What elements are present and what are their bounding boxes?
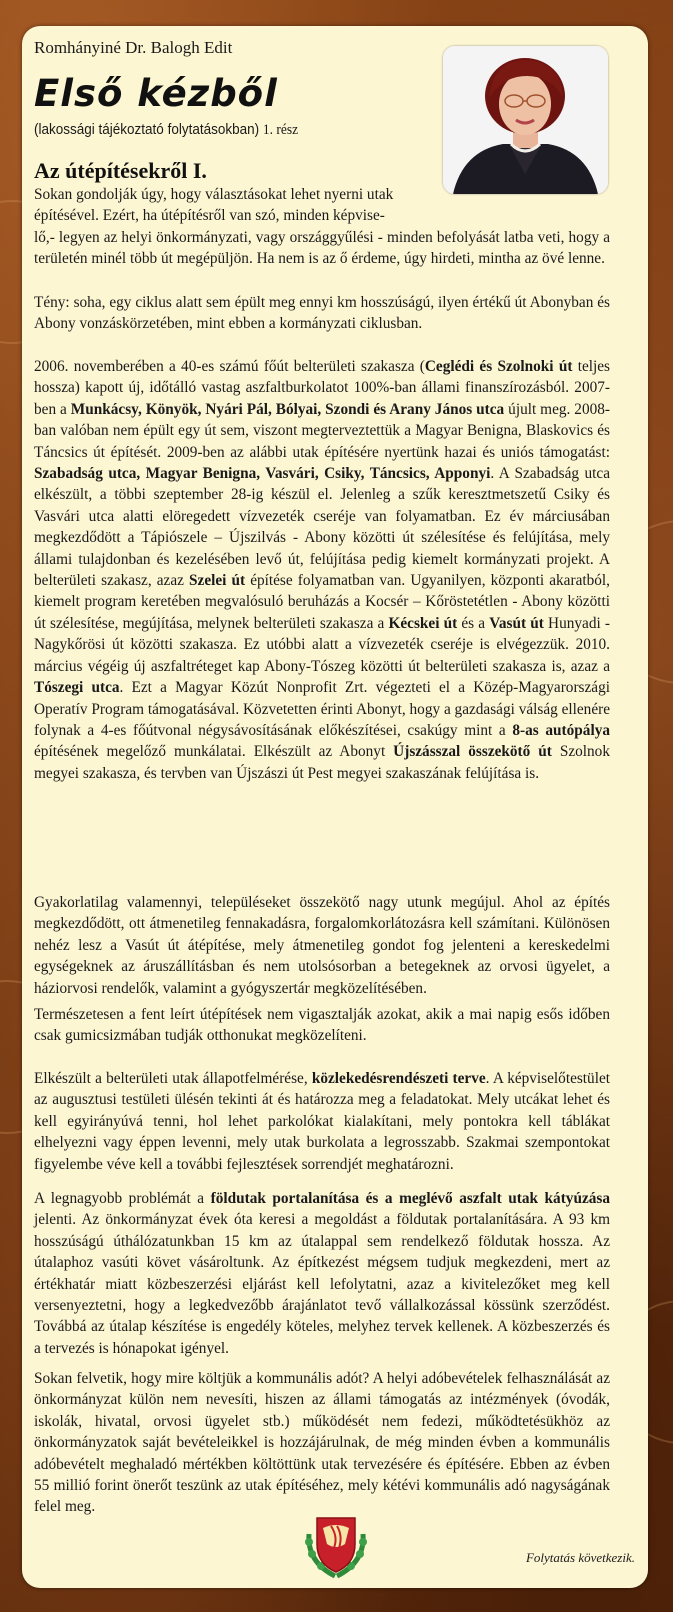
paragraph-line: Sokan gondolják úgy, hogy választásokat lehet nyerni utak xyxy=(34,186,394,203)
paragraph-line: építésével. Ezért, ha útépítésről van szó, minden képvise- xyxy=(34,207,385,225)
text-run: jelenti. Az önkormányzat évek óta keresi a megoldást a földutak portalanítására. A 93 km hosszúságú úthálózatunkban 15 km az útalappal sem rendelkező földutak hossza. Az útalaphoz vasúti követ vásároltunk. Az építkezést mégsem tudjuk megkezdeni, mert az értékhatár miatt közbeszerzési eljárást kell lefolytatni, azaz a kivitelezőket meg kell versenyeztetni, hogy a legkedvezőbb árajánlatot tevő vállalkozással kössünk szerződést. Továbbá az útalap készítése is engedély köteles, melyhez tervek kellenek. A közbeszerzés és a tervezés is hónapokat igényel. xyxy=(34,1211,610,1357)
bold-run: Ceglédi és Szolnoki út xyxy=(424,358,573,375)
bold-run: Szelei út xyxy=(189,572,246,590)
text-run: . Ezt a Magyar Közút Nonprofit Zrt. végezteti el a Közép-Magyarországi Operatív Program támogatásával. Közvetetten érinti Abonyt, hogy a gazdasági válság ellenére folynak a 4-es főútvonal négysávosításának előkészítései, csakúgy mint a xyxy=(34,679,610,739)
text-run: A legnagyobb problémát a xyxy=(34,1190,211,1207)
portrait-photo xyxy=(443,46,608,194)
text-run: Szolnok megyei szakasza, és tervben van Újszászi út Pest megyei szakaszának felújítása is. xyxy=(34,743,610,782)
subtitle-text: (lakossági tájékoztató folytatásokban) xyxy=(34,121,260,138)
coat-of-arms-graphic xyxy=(297,1504,375,1582)
article-paragraph-7 xyxy=(34,1188,610,1359)
article-paragraph-8: Sokan felvetik, hogy mire költjük a kommunális adót? A helyi adóbevételek felhasználását az önkormányzat külön nem nevesíti, hiszen az állami támogatás az intézmények (óvodák, iskolák, hivatal, orvosi ügyelet stb.) működését nem fedezi, működtetésükhöz az önkormányzatok saját bevételeikkel is hozzájárulnak, de még minden évben a kommunális adóbevételt meghaladó mértékben költöttünk utak tervezésére és építésére. Ebben az évben 55 millió forint önerőt teszünk az utak építéséhez, mely kétévi kommunális adó nagyságának felel meg. xyxy=(34,1370,610,1516)
text-run: . A Szabadság utca elkészült, a többi szeptember 28-ig készül el. Jelenleg a szűk keresztmetszetű Csiky és Vasvári utca alatti elöregedett vízvezeték cseréje van folyamatban. Ez év márciusában megkezdődött a Tápiószele – Újszilvás - Abony közötti út szélesítése és felújítása, mely állami tulajdonban és kezelésében levő út, felújítása pedig kiemelt kormányzati projekt. A belterületi szakasz, azaz xyxy=(34,465,610,590)
text-run: újult meg. 2008-ban valóban nem épült egy út sem, viszont megterveztettük a Magyar Benigna, Blaskovics és Táncsics út építését. 2009-ben az alábbi utak építésére nyertünk hazai és uniós támogatást: xyxy=(34,400,610,461)
subtitle xyxy=(34,121,298,139)
bold-run: Munkácsy, Könyök, Nyári Pál, Bólyai, Szondi és Arany János utca xyxy=(70,400,505,418)
text-run: építésének megelőző munkálatai. Elkészült az Abonyt xyxy=(34,743,394,761)
article-paragraph-5: Természetesen a fent leírt útépítések nem vigasztalják azokat, akik a mai napig esős időben csak gumicsizmában tudják otthonukat megközelíteni. xyxy=(34,1006,610,1045)
text-run: . A képviselőtestület az augusztusi testületi ülésén tekinti át és határozza meg a feladatokat. Mely utcákat lehet és kell egyirányúvá tenni, hol lehet parkolókat kialakítani, mely pontokra kell táblákat elhelyezni vagy éppen levenni, mely utak burkolata a legrosszabb. Szakmai szempontokat figyelembe véve kell a további fejlesztések sorrendjét meghatározni. xyxy=(34,1070,611,1173)
part-label: 1. rész xyxy=(262,122,299,138)
bold-run: 8-as autópálya xyxy=(512,721,610,739)
text-run: építése folyamatban van. Ugyanilyen, központi akaratból, kiemelt program keretében megvalósuló beruházás a Kocsér – Kőröstetétlen - Abony közötti út szélesítése, megújítása, melynek belterületi szakasza a xyxy=(34,572,610,632)
text-run: Elkészült a belterületi utak állapotfelmérése, xyxy=(34,1070,312,1087)
text-run: 2006. novemberében a 40-es számú főút belterületi szakasza ( xyxy=(34,358,425,375)
bold-run: Szabadság utca, Magyar Benigna, Vasvári, Csiky, Táncsics, Apponyi xyxy=(34,465,491,483)
article-paragraph-1 xyxy=(34,184,610,270)
bold-run: Tószegi utca xyxy=(34,679,120,697)
text-run: teljes hossza) kapott új, időtálló vastag aszfaltburkolatot 100%-ban állami finanszírozásból. 2007-ben a xyxy=(34,358,610,418)
bold-run: Újszásszal összekötő út xyxy=(393,743,552,761)
page-title: Első kézből xyxy=(34,72,278,115)
article-paragraph-3 xyxy=(34,356,610,784)
bold-run: közlekedésrendészeti terve xyxy=(311,1070,486,1087)
continuation-note: Folytatás következik. xyxy=(525,1550,635,1565)
article-paragraph-6 xyxy=(34,1068,610,1175)
paragraph-line: lő,- legyen az helyi önkormányzati, vagy országgyűlési - minden befolyását latba veti, hogy a területén minél több út megépüljön. Ha nem is az ő érdeme, úgy hirdeti, mintha az övé lenne. xyxy=(34,228,610,268)
text-run: és a xyxy=(457,614,490,632)
coat-of-arms-icon xyxy=(297,1504,375,1582)
bold-run: Vasút út xyxy=(489,614,544,632)
bold-run: földutak portalanítása és a meglévő aszfalt utak kátyúzása xyxy=(210,1190,610,1207)
article-paragraph-2: Tény: soha, egy ciklus alatt sem épült meg ennyi km hosszúságú, ilyen értékű út Abonyban és Abony vonzáskörzetében, mint ebben a kormányzati ciklusban. xyxy=(34,294,610,333)
article-paragraph-4: Gyakorlatilag valamennyi, településeket összekötő nagy utunk megújul. Ahol az építés megkezdődött, ott átmenetileg fennakadásra, forgalomkorlátozásra kell számítani. Különösen nehéz lesz a Vasút út átépítése, mely átmenetileg gondot fog jelenteni a kereskedelmi egységeknek az áruszállításban és nem utolsósorban a betegeknek az orvosi ügyelet, a háziorvosi rendelők, valamint a gyógyszertár megközelítésében. xyxy=(34,894,610,997)
portrait-illustration xyxy=(443,46,608,194)
section-title: Az útépítésekről I. xyxy=(34,158,207,183)
text-run: Hunyadi - Nagykőrösi út közötti szakasza. Ez utóbbi alatt a vízvezeték cseréje is elvégezzük. 2010. március végéig új aszfaltréteget kap Abony-Tószeg közötti út belterületi szakasza is, azaz a xyxy=(34,614,610,675)
author-name: Romhányiné Dr. Balogh Edit xyxy=(34,38,233,57)
bold-run: Kécskei út xyxy=(388,614,458,632)
